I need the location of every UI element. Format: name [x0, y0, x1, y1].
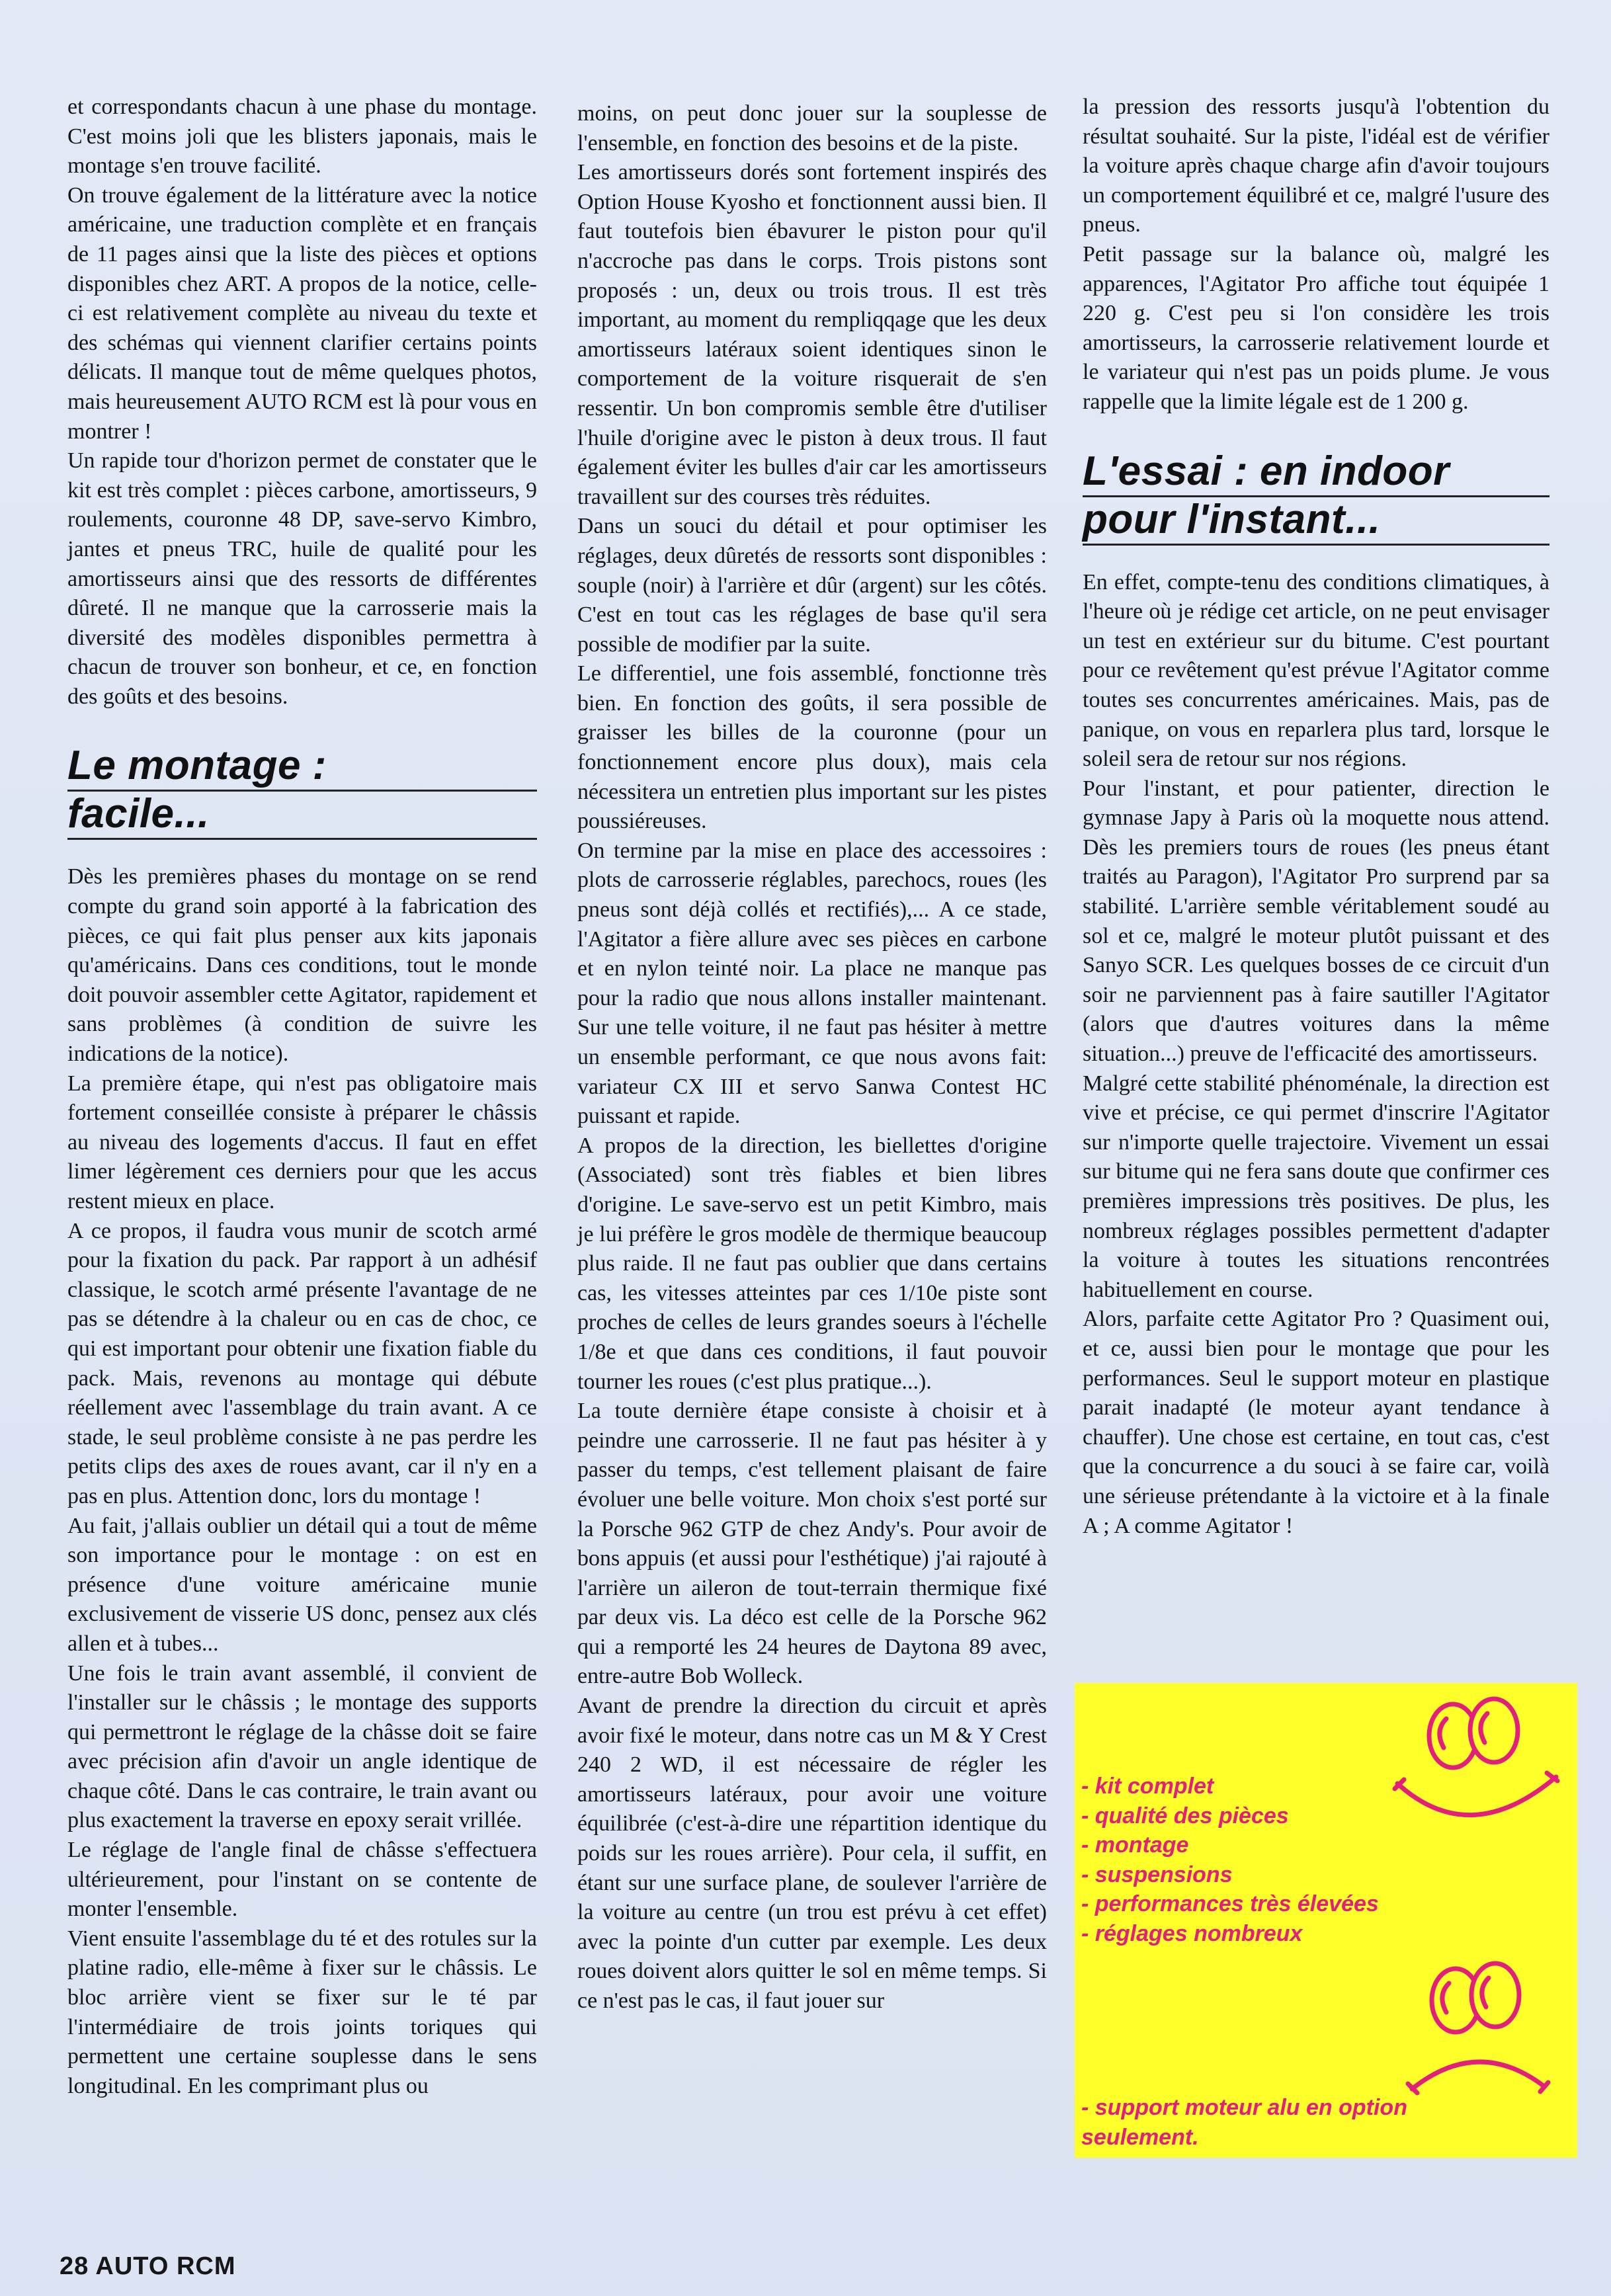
paragraph: A ce propos, il faudra vous munir de scotch armé pour la fixation du pack. Par rapport à un adhésif classique, le scotch armé présente l'avantage de ne pas se détendre à la chaleur ou en cas de choc, ce qui est important pour obtenir une fixation fiable du pack. Mais, revenons au montage qui débute réellement avec l'assemblage du train avant. A ce stade, le seul problème consiste à ne pas perdre les petits clips des axes de roues avant, car il n'y en a pas en plus. Attention donc, lors du montage !	[67, 1218, 537, 1508]
cons-list	[1081, 2093, 1491, 2152]
paragraph: Dès les premières phases du montage on se rend compte du grand soin apporté à la fabrication des pièces, ce qui fait plus penser aux kits japonais qu'américains. Dans ces conditions, tout le monde doit pouvoir assembler cette Agitator, rapidement et sans problèmes (à condition de suivre les indications de la notice).	[67, 864, 537, 1067]
pro-item: - suspensions	[1081, 1862, 1233, 1887]
paragraph: Un rapide tour d'horizon permet de constater que le kit est très complet : pièces carbone, amortisseurs, 9 roulements, couronne 48 DP, save-servo Kimbro, jantes et pneus TRC, huile de qualité pour les amortisseurs ainsi que des ressorts de différentes dûreté. Il ne manque que la carrosserie mais la diversité des modèles disponibles permettra à chacun de trouver son bonheur, et ce, en fonction des goûts et des besoins.	[67, 448, 537, 709]
column-2	[577, 99, 1047, 2016]
paragraph: Le differentiel, une fois assemblé, fonctionne très bien. En fonction des goûts, il sera possible de graisser les billes de la couronne (pour un fonctionnement encore plus doux), mais cela nécessitera un entretien plus important sur les pistes poussiéreuses.	[577, 661, 1047, 834]
paragraph: Le réglage de l'angle final de châsse s'effectuera ultérieurement, pour l'instant on se contente de monter l'ensemble.	[67, 1838, 537, 1922]
paragraph: La toute dernière étape consiste à choisir et à peindre une carrosserie. Il ne faut pas hésiter à y passer du temps, c'est tellement plaisant de faire évoluer une belle voiture. Mon choix s'est porté sur la Porsche 962 GTP de chez Andy's. Pour avoir de bons appuis (et aussi pour l'esthétique) j'ai rajouté à l'arrière un aileron de tout-terrain thermique fixé par deux vis. La déco est celle de la Porsche 962 qui a remporté les 24 heures de Daytona 89 avec, entre-autre Bob Wolleck.	[577, 1399, 1047, 1689]
paragraph: En effet, compte-tenu des conditions climatiques, à l'heure où je rédige cet article, on ne peut envisager un test en extérieur sur du bitume. C'est pourtant pour ce revêtement qu'est prévue l'Agitator comme toutes ses concurrentes américaines. Mais, pas de panique, on vous en reparlera plus tard, lorsque le soleil sera de retour sur nos régions.	[1083, 569, 1549, 772]
paragraph: Vient ensuite l'assemblage du té et des rotules sur la platine radio, elle-même à fixer sur le châssis. Le bloc arrière vient se fixer sur le té par l'intermédiaire de trois joints toriques qui permettent une certaine souplesse dans le sens longitudinal. En les comprimant plus ou	[67, 1926, 537, 2098]
pro-item: - montage	[1081, 1832, 1189, 1858]
paragraph: Avant de prendre la direction du circuit et après avoir fixé le moteur, dans notre cas un M & Y Crest 240 2 WD, il est nécessaire de régler les amortisseurs latéraux, pour avoir une voiture équilibrée (c'est-à-dire une répartition identique du poids sur les roues arrière). Pour cela, il suffit, en étant sur une surface plane, de soulever l'arrière de la voiture au centre (un trou est prévu à cet effet) avec la pointe d'un cutter par exemple. Les deux roues doivent alors quitter le sol en même temps. Si ce n'est pas le cas, il faut jouer sur	[577, 1694, 1047, 2013]
heading-line: pour l'instant...	[1083, 497, 1549, 546]
paragraph: A propos de la direction, les biellettes d'origine (Associated) sont très fiables et bien libres d'origine. Le save-servo est un petit Kimbro, mais je lui préfère le gros modèle de thermique beaucoup plus raide. Il ne faut pas oublier que dans certains cas, les vitesses atteintes par ces 1/10e piste sont proches de celles de leurs grandes soeurs à l'échelle 1/8e et que dans ces conditions, il faut pouvoir tourner les roues (c'est plus pratique...).	[577, 1133, 1047, 1394]
paragraph: Malgré cette stabilité phénoménale, la direction est vive et précise, ce qui permet d'inscrire l'Agitator sur n'importe quelle trajectoire. Vivement un essai sur bitume qui ne fera sans doute que confirmer ces premières impressions très positives. De plus, les nombreux réglages possibles permettent d'adapter la voiture à toutes les situations rencontrées habituellement en course.	[1083, 1071, 1549, 1302]
paragraph: Alors, parfaite cette Agitator Pro ? Quasiment oui, et ce, aussi bien pour le montage que pour les performances. Seul le support moteur en plastique parait inadapté (le moteur ayant tendance à chauffer). Une chose est certaine, en tout cas, c'est que la concurrence a du souci à se faire car, voilà une sérieuse prétendante à la victoire et à la finale A ; A comme Agitator !	[1083, 1307, 1549, 1538]
paragraph: la pression des ressorts jusqu'à l'obtention du résultat souhaité. Sur la piste, l'idéal est de vérifier la voiture après chaque charge afin d'avoir toujours un comportement équilibré et ce, malgré l'usure des pneus.	[1083, 95, 1549, 237]
section-heading-montage	[67, 743, 537, 840]
paragraph: Dans un souci du détail et pour optimiser les réglages, deux dûretés de ressorts sont disponibles : souple (noir) à l'arrière et dûr (argent) sur les côtés. C'est en tout cas les réglages de base qu'il sera possible de modifier par la suite.	[577, 514, 1047, 657]
paragraph: La première étape, qui n'est pas obligatoire mais fortement conseillée consiste à préparer le châssis au niveau des logements d'accus. Il faut en effet limer légèrement ces derniers pour que les accus restent mieux en place.	[67, 1071, 537, 1213]
sad-face-icon	[1392, 1948, 1564, 2100]
paragraph: On termine par la mise en place des accessoires : plots de carrosserie réglables, parechocs, roues (les pneus sont déjà collés et rectifiés),... A ce stade, l'Agitator a fière allure avec ses pièces en carbone et en nylon teinté noir. La place ne manque pas pour la radio que nous allons installer maintenant. Sur une telle voiture, il ne faut pas hésiter à mettre un ensemble performant, ce que nous avons fait: variateur CX III et servo Sanwa Contest HC puissant et rapide.	[577, 838, 1047, 1129]
heading-line: L'essai : en indoor	[1083, 449, 1549, 497]
section-heading-essai	[1083, 449, 1549, 546]
pro-item: - qualité des pièces	[1081, 1803, 1289, 1828]
con-item: - support moteur alu en option	[1081, 2095, 1407, 2120]
paragraph: On trouve également de la littérature avec la notice américaine, une traduction complète et en français de 11 pages ainsi que la liste des pièces et options disponibles chez ART. A propos de la notice, celle-ci est relativement complète au niveau du texte et des schémas qui viennent clarifier certains points délicats. Il manque tout de même quelques photos, mais heureusement AUTO RCM est là pour vous en montrer !	[67, 183, 537, 444]
column-1	[67, 93, 537, 2101]
paragraph: Les amortisseurs dorés sont fortement inspirés des Option House Kyosho et fonctionnent aussi bien. Il faut toutefois bien ébavurer le piston pour qu'il n'accroche pas dans le corps. Trois pistons sont proposés : un, deux ou trois trous. Il est très important, au moment du rempliqqage que les deux amortisseurs latéraux soient identiques sinon le comportement de la voiture risquerait de s'en ressentir. Un bon compromis semble être d'utiliser l'huile d'origine avec le piston à deux trous. Il faut également éviter les bulles d'air car les amortisseurs travaillent sur des courses très réduites.	[577, 160, 1047, 509]
pro-item: - kit complet	[1081, 1774, 1214, 1799]
con-item: seulement.	[1081, 2124, 1199, 2150]
column-3	[1083, 93, 1549, 1541]
heading-line: facile...	[67, 792, 537, 840]
verdict-box	[1075, 1683, 1577, 2158]
heading-line: Le montage :	[67, 743, 537, 792]
paragraph: moins, on peut donc jouer sur la souplesse de l'ensemble, en fonction des besoins et de la piste.	[577, 101, 1047, 155]
paragraph: Petit passage sur la balance où, malgré les apparences, l'Agitator Pro affiche tout équipée 1 220 g. C'est peu si l'on considère les trois amortisseurs, la carrosserie relativement lourde et le variateur qui n'est pas un poids plume. Je vous rappelle que la limite légale est de 1 200 g.	[1083, 241, 1549, 414]
paragraph: et correspondants chacun à une phase du montage. C'est moins joli que les blisters japonais, mais le montage s'en trouve facilité.	[67, 95, 537, 179]
page-footer: 28 AUTO RCM	[60, 2252, 236, 2280]
pros-list	[1081, 1772, 1452, 1948]
pro-item: - réglages nombreux	[1081, 1920, 1303, 1946]
paragraph: Au fait, j'allais oublier un détail qui a tout de même son importance pour le montage : on est en présence d'une voiture américaine munie exclusivement de visserie US donc, pensez aux clés allen et à tubes...	[67, 1513, 537, 1656]
paragraph: Une fois le train avant assemblé, il convient de l'installer sur le châssis ; le montage des supports qui permettront le réglage de la châsse doit se faire avec précision afin d'avoir un angle identique de chaque côté. Dans le cas contraire, le train avant ou plus exactement la traverse en epoxy serait vrillée.	[67, 1660, 537, 1833]
pro-item: - performances très élevées	[1081, 1891, 1379, 1916]
paragraph: Pour l'instant, et pour patienter, direction le gymnase Japy à Paris où la moquette nous attend. Dès les premiers tours de roues (les pneus étant traités au Paragon), l'Agitator Pro surprend par sa stabilité. L'arrière semble véritablement soudé au sol et ce, malgré le moteur plutôt puissant et des Sanyo SCR. Les quelques bosses de ce circuit d'un soir ne parviennent pas à faire sautiller l'Agitator (alors que d'autres voitures dans la même situation...) preuve de l'efficacité des amortisseurs.	[1083, 776, 1549, 1067]
